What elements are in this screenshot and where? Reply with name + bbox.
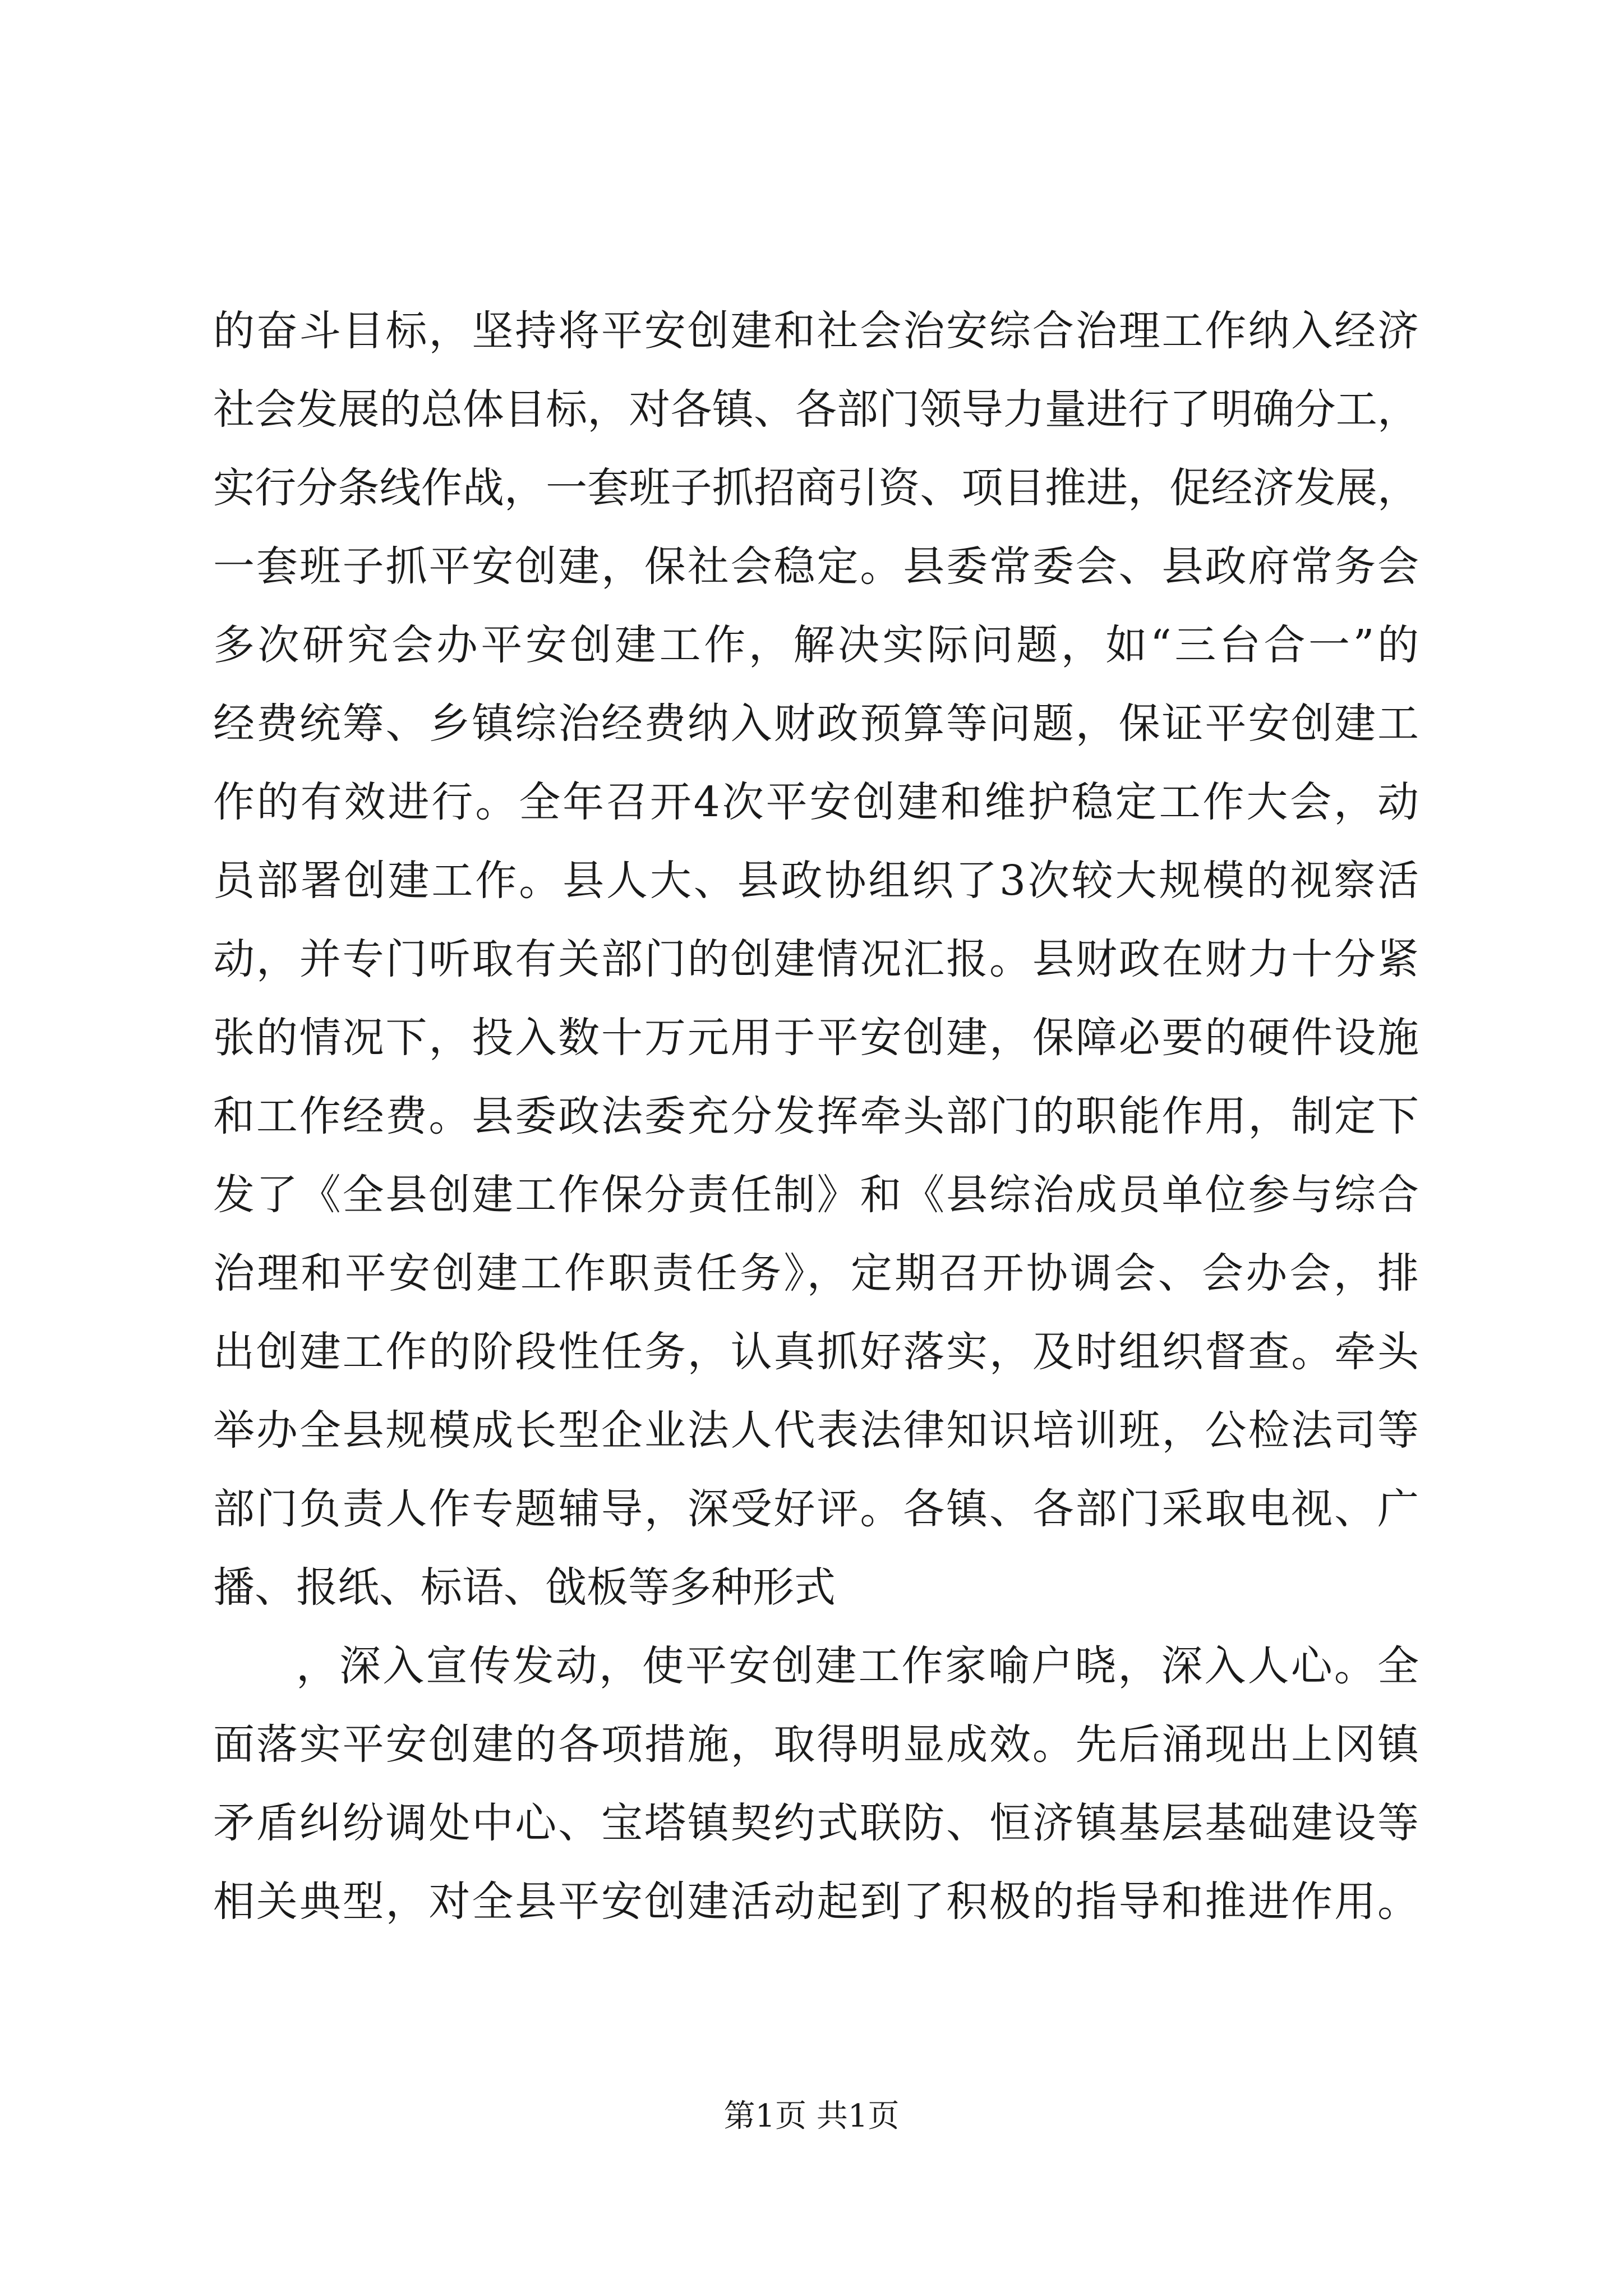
paragraph-line: 一套班子抓平安创建，保社会稳定。县委常委会、县政府常务会 (213, 542, 1419, 591)
paragraph-line: 治理和平安创建工作职责任务》，定期召开协调会、会办会，排 (213, 1249, 1419, 1297)
paragraph-line: 矛盾纠纷调处中心、宝塔镇契约式联防、恒济镇基层基础建设等 (213, 1799, 1419, 1847)
document-body (213, 292, 1419, 1941)
paragraph-line: 相关典型，对全县平安创建活动起到了积极的指导和推进作用。 (213, 1878, 1419, 1926)
paragraph-line: 部门负责人作专题辅导，深受好评。各镇、各部门采取电视、广 (213, 1485, 1419, 1533)
paragraph-line: 动，并专门听取有关部门的创建情况汇报。县财政在财力十分紧 (213, 935, 1419, 983)
paragraph-line: 的奋斗目标，坚持将平安创建和社会治安综合治理工作纳入经济 (213, 307, 1419, 355)
paragraph-line: 播、报纸、标语、戗板等多种形式 (213, 1563, 836, 1612)
page-number-footer: 第1页 共1页 (723, 2098, 900, 2134)
paragraph-line: 出创建工作的阶段性任务，认真抓好落实，及时组织督查。牵头 (213, 1328, 1419, 1376)
paragraph-line: 作的有效进行。全年召开4次平安创建和维护稳定工作大会，动 (213, 778, 1419, 826)
paragraph-line: ，深入宣传发动，使平安创建工作家喻户晓，深入人心。全 (296, 1642, 1419, 1690)
paragraph-line: 和工作经费。县委政法委充分发挥牵头部门的职能作用，制定下 (213, 1092, 1419, 1140)
paragraph-line: 面落实平安创建的各项措施，取得明显成效。先后涌现出上冈镇 (213, 1720, 1419, 1769)
paragraph-line: 张的情况下，投入数十万元用于平安创建，保障必要的硬件设施 (213, 1014, 1419, 1062)
paragraph-line: 经费统筹、乡镇综治经费纳入财政预算等问题，保证平安创建工 (213, 700, 1419, 748)
paragraph-line: 社会发展的总体目标，对各镇、各部门领导力量进行了明确分工， (213, 385, 1419, 434)
paragraph-line: 举办全县规模成长型企业法人代表法律知识培训班，公检法司等 (213, 1406, 1419, 1455)
paragraph-line: 实行分条线作战，一套班子抓招商引资、项目推进，促经济发展， (213, 464, 1419, 512)
paragraph-line: 多次研究会办平安创建工作，解决实际问题，如“三台合一”的 (213, 621, 1419, 669)
paragraph-line: 员部署创建工作。县人大、县政协组织了3次较大规模的视察活 (213, 857, 1419, 905)
paragraph-line: 发了《全县创建工作保分责任制》和《县综治成员单位参与综合 (213, 1171, 1419, 1219)
